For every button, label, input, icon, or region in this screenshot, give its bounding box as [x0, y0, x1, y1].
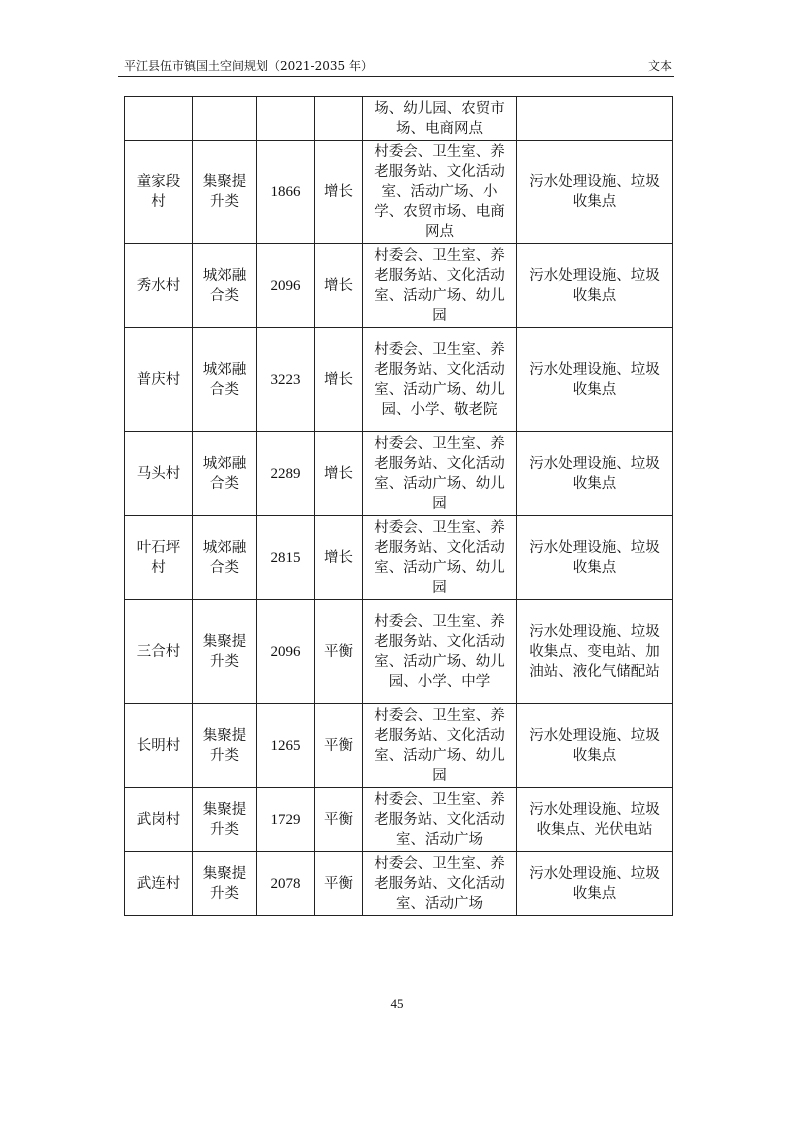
village-cell: 普庆村 [125, 328, 193, 432]
trend-cell: 平衡 [315, 852, 363, 916]
category-cell: 城郊融合类 [193, 432, 257, 516]
public-facilities-cell: 村委会、卫生室、养老服务站、文化活动室、活动广场 [363, 852, 517, 916]
population-cell: 2289 [257, 432, 315, 516]
trend-cell: 增长 [315, 432, 363, 516]
public-facilities-cell: 村委会、卫生室、养老服务站、文化活动室、活动广场 [363, 788, 517, 852]
population-cell: 1729 [257, 788, 315, 852]
village-cell: 童家段村 [125, 141, 193, 244]
infrastructure-cell: 污水处理设施、垃圾收集点 [517, 244, 673, 328]
document-title: 平江县伍市镇国土空间规划（2021-2035 年） [124, 59, 373, 73]
category-cell [193, 97, 257, 141]
category-cell: 城郊融合类 [193, 328, 257, 432]
table-row [125, 788, 673, 852]
public-facilities-cell: 村委会、卫生室、养老服务站、文化活动室、活动广场、幼儿园、小学、中学 [363, 600, 517, 704]
trend-cell: 平衡 [315, 788, 363, 852]
village-cell: 长明村 [125, 704, 193, 788]
population-cell [257, 97, 315, 141]
population-cell: 2078 [257, 852, 315, 916]
table-row-continued [125, 97, 673, 141]
public-facilities-cell: 村委会、卫生室、养老服务站、文化活动室、活动广场、幼儿园、小学、敬老院 [363, 328, 517, 432]
table-row [125, 852, 673, 916]
trend-cell: 平衡 [315, 600, 363, 704]
infrastructure-cell: 污水处理设施、垃圾收集点 [517, 852, 673, 916]
infrastructure-cell: 污水处理设施、垃圾收集点 [517, 516, 673, 600]
category-cell: 集聚提升类 [193, 704, 257, 788]
public-facilities-cell: 村委会、卫生室、养老服务站、文化活动室、活动广场、幼儿园 [363, 244, 517, 328]
population-cell: 1866 [257, 141, 315, 244]
trend-cell: 增长 [315, 328, 363, 432]
category-cell: 集聚提升类 [193, 600, 257, 704]
table-row [125, 516, 673, 600]
page-header [124, 58, 672, 74]
trend-cell: 增长 [315, 141, 363, 244]
category-cell: 集聚提升类 [193, 788, 257, 852]
public-facilities-cell: 村委会、卫生室、养老服务站、文化活动室、活动广场、幼儿园 [363, 432, 517, 516]
category-cell: 城郊融合类 [193, 516, 257, 600]
village-cell: 武连村 [125, 852, 193, 916]
infrastructure-cell: 污水处理设施、垃圾收集点 [517, 432, 673, 516]
population-cell: 2096 [257, 600, 315, 704]
infrastructure-cell: 污水处理设施、垃圾收集点 [517, 328, 673, 432]
infrastructure-cell [517, 97, 673, 141]
infrastructure-cell: 污水处理设施、垃圾收集点 [517, 704, 673, 788]
public-facilities-cell: 村委会、卫生室、养老服务站、文化活动室、活动广场、幼儿园 [363, 516, 517, 600]
population-cell: 2096 [257, 244, 315, 328]
public-facilities-cell: 场、幼儿园、农贸市场、电商网点 [363, 97, 517, 141]
village-cell: 叶石坪村 [125, 516, 193, 600]
village-cell: 秀水村 [125, 244, 193, 328]
header-divider [118, 76, 674, 77]
infrastructure-cell: 污水处理设施、垃圾收集点 [517, 141, 673, 244]
trend-cell: 增长 [315, 244, 363, 328]
table-row [125, 704, 673, 788]
category-cell: 城郊融合类 [193, 244, 257, 328]
table-row [125, 141, 673, 244]
table-row [125, 432, 673, 516]
trend-cell: 平衡 [315, 704, 363, 788]
public-facilities-cell: 村委会、卫生室、养老服务站、文化活动室、活动广场、幼儿园 [363, 704, 517, 788]
category-cell: 集聚提升类 [193, 141, 257, 244]
trend-cell [315, 97, 363, 141]
table-row [125, 244, 673, 328]
village-planning-table [124, 96, 673, 916]
population-cell: 2815 [257, 516, 315, 600]
infrastructure-cell: 污水处理设施、垃圾收集点、光伏电站 [517, 788, 673, 852]
section-label: 文本 [647, 59, 672, 73]
table-row [125, 600, 673, 704]
village-cell: 三合村 [125, 600, 193, 704]
village-cell [125, 97, 193, 141]
population-cell: 3223 [257, 328, 315, 432]
village-cell: 武岗村 [125, 788, 193, 852]
infrastructure-cell: 污水处理设施、垃圾收集点、变电站、加油站、液化气储配站 [517, 600, 673, 704]
category-cell: 集聚提升类 [193, 852, 257, 916]
trend-cell: 增长 [315, 516, 363, 600]
village-cell: 马头村 [125, 432, 193, 516]
page-number: 45 [390, 996, 404, 1011]
public-facilities-cell: 村委会、卫生室、养老服务站、文化活动室、活动广场、小学、农贸市场、电商网点 [363, 141, 517, 244]
population-cell: 1265 [257, 704, 315, 788]
table-row [125, 328, 673, 432]
